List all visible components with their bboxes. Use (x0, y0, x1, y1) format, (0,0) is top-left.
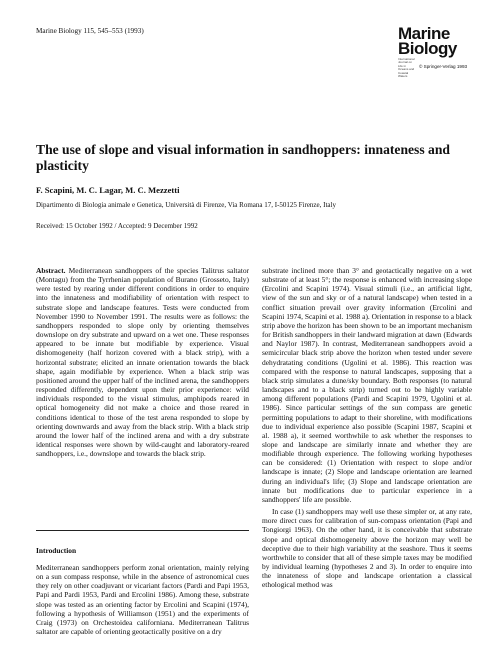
right-column-paragraph-1: substrate inclined more than 3° and geotactically negative on a wet substrate of at least 5°; the response is enhanced with increasing slope (Ercolini and Scapini 1974). Visual stimuli (i.e., an artificial light, view of the sun and sky or of a natural landscape) when tested in a conflict situation prevail over gravity information (Ercolini and Scapini 1974, Scapini et al. 1988 a). Orientation in response to a black strip above the horizon has been shown to be an important mechanism for British sandhoppers in their landward migration at dawn (Edwards and Naylor 1987). In contrast, Mediterranean sandhoppers avoid a semicircular black strip above the horizon when tested under severe dehydratating conditions (Ugolini et al. 1986). This reaction was compared with the response to natural landscapes, supposing that a black strip simulates a dune/sky boundary. Both responses (to natural landscapes and to a black strip) turned out to be highly variable among different populations (Pardi and Scapini 1979, Ugolini et al. 1986). Since particular settings of the sun compass are genetic permitting populations to adapt to their shoreline, with modifications due to individual experience also possible (Scapini 1987, Scapini et al. 1988 a), it seemed worthwhile to ask whether the responses to slope and landscape are similarly innate and whether they are modifiable through experience. The following working hypotheses can be considered: (1) Orientation with respect to slope and/or landscape is innate; (2) Slope and landscape orientation are learned during an individual's life; (3) Slope and landscape orientation are innate but modifications due to particular experience in a sandhoppers' life are possible. (262, 266, 472, 504)
logo-line-1: Marine (398, 24, 450, 43)
article-title: The use of slope and visual information in sandhoppers: innateness and plasticity (36, 142, 450, 173)
right-column (262, 266, 472, 589)
abstract-label: Abstract. (36, 266, 66, 275)
journal-logo (398, 24, 468, 79)
introduction-text: Mediterranean sandhoppers perform zonal orientation, mainly relying on a sun compass response, while in the absence of astronomical cues they rely on other coadjuvant or vicariant factors (Pardi and Papi 1953, Papi and Pardi 1953, Pardi and Ercolini 1986). Among these, substrate slope was tested as an orienting factor by Ercolini and Scapini (1974), following a hypothesis of Williamson (1951) and the experiments of Craig (1973) on Orchestoidea californiana. Mediterranean Talitrus saltator are capable of orienting geotactically positive on a dry (36, 563, 249, 637)
logo-line-2: Biology (398, 39, 457, 58)
author-list: F. Scapini, M. C. Lagar, M. C. Mezzetti (36, 185, 180, 195)
abstract-text: Mediterranean sandhoppers of the species Talitrus saltator (Montagu) from the Tyrrhenian population of Burano (Grosseto, Italy) were tested by rearing under different conditions in order to enquire into the innateness and modifiability of orientation with respect to substrate slope and landscape features. Tests were conducted from November 1990 to November 1991. The results were as follows: the sandhoppers responded to slope only by orienting themselves downslope on dry substrate and upward on a wet one. These responses appeared to be innate but modifiable by experience. Visual dishomogeneity (half horizon covered with a black strip), with a horizontal substrate; elicited an innate orientation towards the black shape, again modifiable by experience. When a black strip was positioned around the upper half of the inclined arena, the sandhoppers responded differently, dependent upon their prior experience: wild individuals responded to the visual stimulus, amphipods reared in optical homogeneity did not make a choice and those reared in conditions identical to those of the test arena responded to slope by orienting downwards and away from the black strip. With a black strip around the lower half of the inclined arena and with a dry substrate identical responses were shown by wild-caught and laboratory-reared sandhoppers, i.e., downslope and towards the black strip. (36, 266, 250, 459)
received-accepted-dates: Received: 15 October 1992 / Accepted: 9 December 1992 (36, 222, 198, 230)
section-divider (36, 530, 249, 531)
journal-reference: Marine Biology 115, 545–553 (1993) (36, 27, 144, 35)
logo-fine-print: International Journal on Life in Oceans and Coastal Waters (398, 57, 415, 79)
right-column-paragraph-2: In case (1) sandhoppers may well use these simpler or, at any rate, more direct cues for calibration of sun-compass orientation (Papi and Tongiorgi 1963). On the other hand, it is conceivable that substrate slope and optical dishomogeneity above the horizon may well be deceptive due to their high variability at the seashore. Thus it seems worthwhile to consider that all of these simple taxes may be modified by individual learning (hypotheses 2 and 3). In order to enquire into the innateness of slope and landscape orientation a classical ethological method was (262, 507, 472, 590)
publisher-copyright: © Springer-Verlag 1993 (419, 64, 468, 69)
section-heading-introduction: Introduction (36, 546, 77, 555)
abstract (36, 266, 249, 458)
affiliation: Dipartimento di Biologia animale e Genetica, Università di Firenze, Via Romana 17, I-50125 Firenze, Italy (36, 201, 336, 209)
